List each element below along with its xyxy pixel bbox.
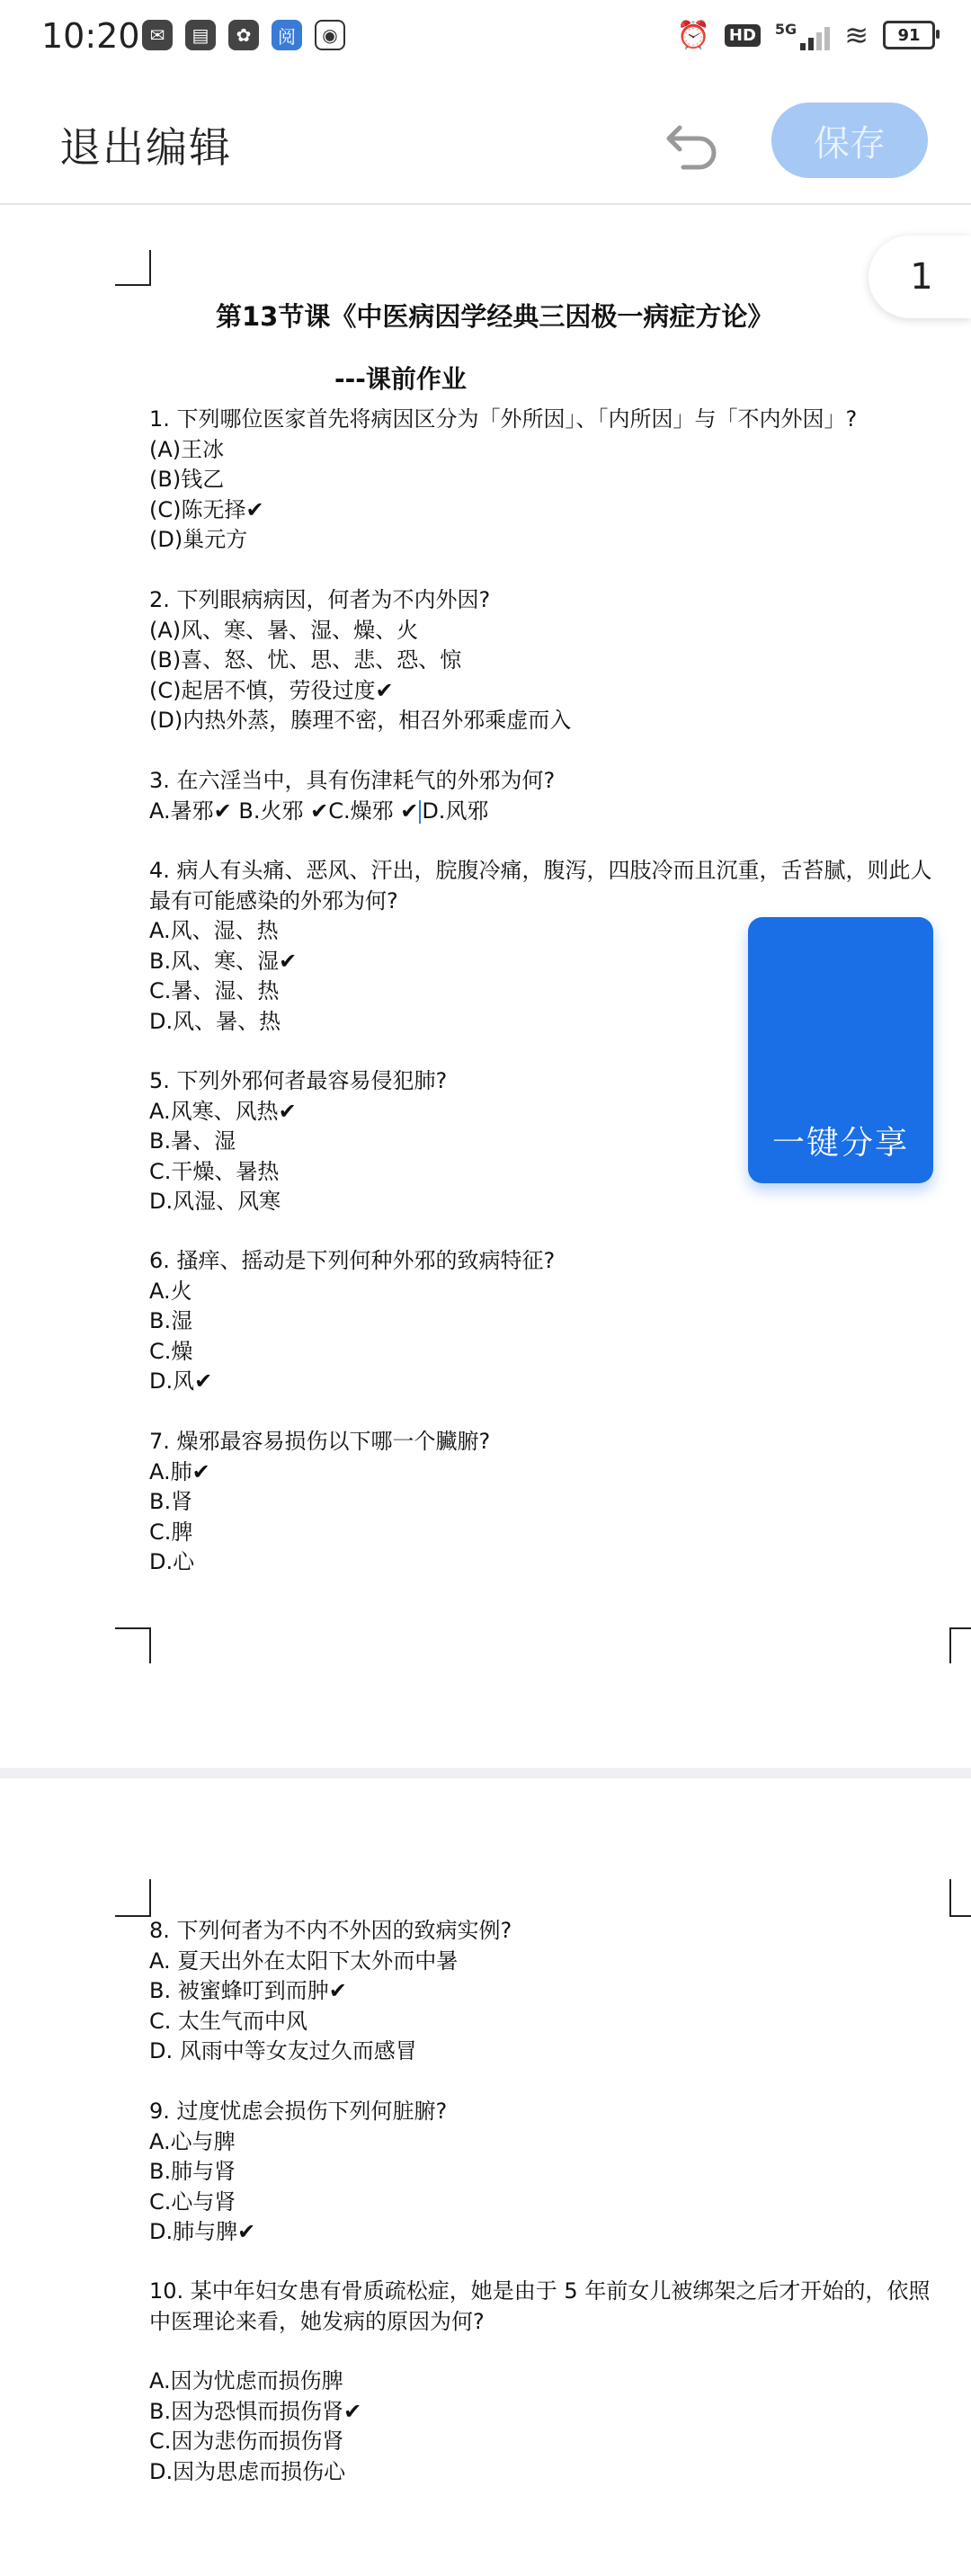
notification-icons — [142, 20, 345, 50]
answer-option[interactable]: (B)钱乙 — [149, 467, 225, 492]
answer-options-left[interactable]: A.暑邪✔ B.火邪 ✔C.燥邪 ✔ — [149, 798, 419, 824]
answer-option[interactable]: C.因为悲伤而损伤肾 — [149, 2429, 344, 2454]
question-8[interactable] — [149, 1916, 940, 2067]
app-icon: 阅 — [272, 20, 302, 50]
answer-option[interactable]: C.燥 — [149, 1338, 193, 1364]
network-type: 5G — [774, 20, 797, 38]
question-1[interactable] — [149, 405, 940, 556]
answer-option[interactable]: (A)风、寒、暑、湿、燥、火 — [149, 617, 419, 643]
crop-mark — [115, 1879, 151, 1917]
hd-badge: HD — [725, 24, 761, 47]
question-text[interactable]: 4. 病人有头痛、恶风、汗出，脘腹冷痛，腹泻，四肢冷而且沉重，舌苔腻，则此人最有可能感染的外邪为何? — [149, 858, 932, 914]
gallery-icon: ✿ — [228, 20, 259, 50]
crop-mark — [115, 250, 151, 286]
answer-option[interactable]: (C)陈无择✔ — [149, 496, 264, 522]
status-time: 10:20 — [41, 16, 140, 56]
crop-mark — [949, 1627, 971, 1663]
undo-icon[interactable] — [662, 111, 725, 174]
answer-option[interactable]: B.风、寒、湿✔ — [149, 948, 298, 974]
question-text[interactable]: 10. 某中年妇女患有骨质疏松症，她是由于 5 年前女儿被绑架之后才开始的，依照中医理论来看，她发病的原因为何? — [149, 2278, 931, 2334]
crop-mark — [949, 1879, 971, 1917]
answer-option[interactable]: B.湿 — [149, 1308, 193, 1333]
answer-option[interactable]: C.脾 — [149, 1519, 193, 1545]
answer-option[interactable]: B.肾 — [149, 1489, 193, 1514]
status-right — [677, 18, 935, 52]
question-text[interactable]: 2. 下列眼病病因，何者为不内外因? — [149, 587, 491, 612]
answer-option[interactable]: (C)起居不慎，劳役过度✔ — [149, 677, 394, 703]
answer-option[interactable]: (D)巢元方 — [149, 527, 248, 552]
blank-line — [149, 2337, 940, 2367]
question-text[interactable]: 6. 搔痒、摇动是下列何种外邪的致病特征? — [149, 1248, 556, 1273]
question-text[interactable]: 3. 在六淫当中，具有伤津耗气的外邪为何? — [149, 768, 556, 793]
question-2[interactable] — [149, 585, 940, 736]
answer-option[interactable]: D.心 — [149, 1549, 195, 1574]
question-3[interactable] — [149, 766, 940, 826]
save-button[interactable]: 保存 — [771, 103, 928, 178]
signal-icon — [800, 25, 830, 50]
wechat-icon: ✉ — [142, 20, 173, 50]
exit-edit-button[interactable]: 退出编辑 — [59, 123, 232, 172]
answer-option[interactable]: D.风邪 — [422, 798, 489, 824]
answer-option[interactable]: B.因为恐惧而损伤肾✔ — [149, 2398, 362, 2424]
answer-option[interactable]: A.风寒、风热✔ — [149, 1098, 297, 1124]
question-9[interactable] — [149, 2097, 940, 2248]
answer-option[interactable]: A.因为忧虑而损伤脾 — [149, 2368, 343, 2393]
answer-option[interactable]: A.肺✔ — [149, 1458, 210, 1484]
alarm-icon: ⏰ — [676, 19, 710, 51]
answer-option[interactable]: C. 太生气而中风 — [149, 2008, 308, 2034]
answer-option[interactable]: A.风、湿、热 — [149, 918, 279, 943]
answer-option[interactable]: D.因为思虑而损伤心 — [149, 2458, 346, 2484]
weibo-icon: ◉ — [315, 20, 345, 50]
answer-option[interactable]: (D)内热外蒸，腠理不密，相召外邪乘虚而入 — [149, 708, 572, 733]
calendar-icon: ▤ — [185, 20, 216, 50]
answer-option[interactable]: A.心与脾 — [149, 2128, 236, 2154]
answer-option[interactable]: D.风湿、风寒 — [149, 1189, 281, 1214]
status-bar — [0, 0, 971, 76]
edit-toolbar — [0, 86, 971, 205]
answer-option[interactable]: (B)喜、怒、忧、思、悲、恐、惊 — [149, 647, 462, 673]
answer-option[interactable]: B. 被蜜蜂叮到而肿✔ — [149, 1978, 347, 2003]
one-click-share-button[interactable]: 一键分享 — [748, 917, 933, 1183]
question-text[interactable]: 5. 下列外邪何者最容易侵犯肺? — [149, 1068, 448, 1093]
answer-option[interactable]: B.肺与肾 — [149, 2159, 236, 2184]
battery-indicator: 91 — [883, 21, 935, 49]
crop-mark — [115, 1627, 151, 1663]
question-text[interactable]: 8. 下列何者为不内不外因的致病实例? — [149, 1918, 512, 1943]
page-indicator[interactable]: 1 — [869, 236, 971, 318]
question-text[interactable]: 7. 燥邪最容易损伤以下哪一个臟腑? — [149, 1429, 491, 1454]
answer-option[interactable]: C.暑、湿、热 — [149, 978, 280, 1003]
answer-option[interactable]: (A)王冰 — [149, 436, 225, 462]
question-6[interactable] — [149, 1246, 940, 1397]
document-title[interactable]: 第13节课《中医病因学经典三因极一病症方论》 — [216, 301, 774, 332]
answer-option[interactable]: D.肺与脾✔ — [149, 2219, 256, 2244]
wifi-icon: ≋ — [844, 18, 869, 52]
document-subtitle[interactable]: ---课前作业 — [334, 364, 467, 394]
answer-option[interactable]: C.干燥、暑热 — [149, 1158, 280, 1184]
network-label — [775, 21, 830, 50]
answer-option[interactable]: A. 夏天出外在太阳下太外而中暑 — [149, 1948, 459, 1974]
question-7[interactable] — [149, 1427, 940, 1578]
page-divider — [0, 1768, 971, 1778]
answer-option[interactable]: B.暑、湿 — [149, 1128, 236, 1154]
question-text[interactable]: 9. 过度忧虑会损伤下列何脏腑? — [149, 2099, 448, 2124]
answer-option[interactable]: D.风、暑、热 — [149, 1008, 281, 1034]
answer-option[interactable]: C.心与肾 — [149, 2188, 236, 2215]
question-10[interactable] — [149, 2277, 940, 2487]
answer-option[interactable]: D. 风雨中等女友过久而感冒 — [149, 2038, 417, 2063]
answer-option[interactable]: D.风✔ — [149, 1368, 213, 1394]
question-text[interactable]: 1. 下列哪位医家首先将病因区分为「外所因」、「内所因」与「不内外因」? — [149, 406, 858, 432]
answer-option[interactable]: A.火 — [149, 1278, 192, 1304]
answer-options-inline[interactable] — [149, 797, 940, 827]
